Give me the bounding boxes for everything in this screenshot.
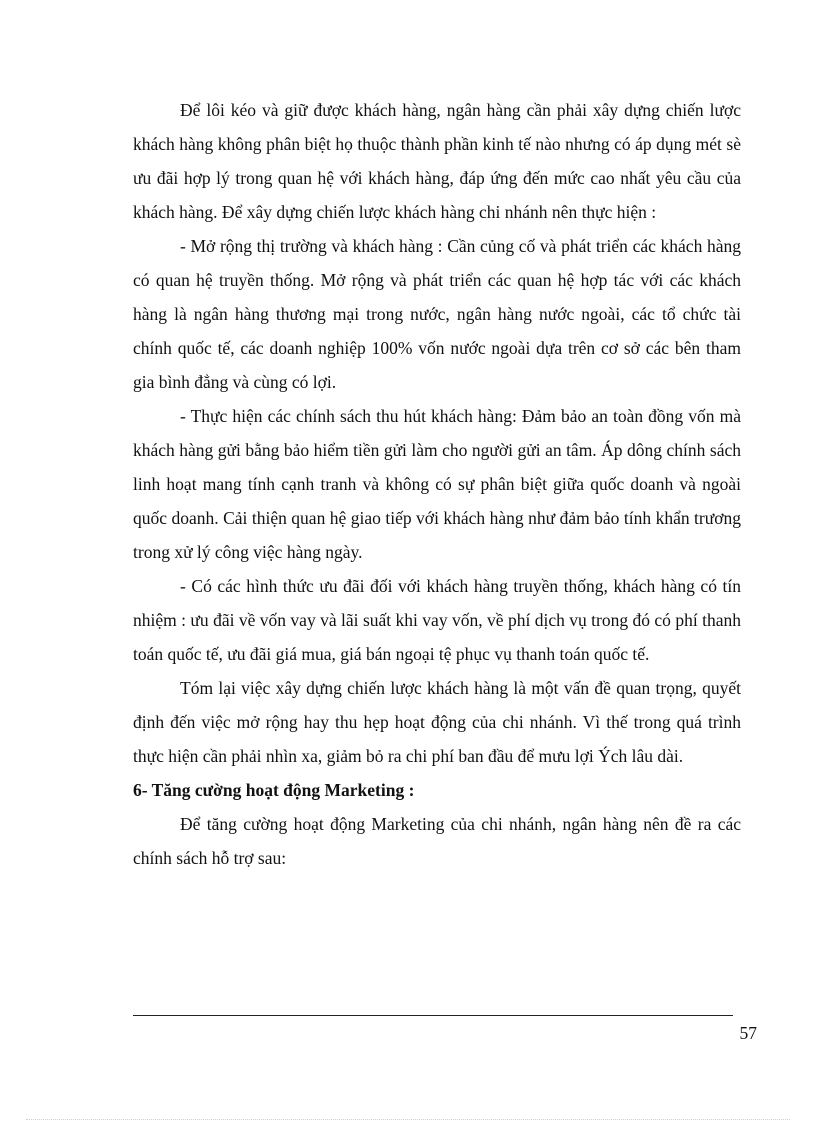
paragraph-conclusion: Tóm lại việc xây dựng chiến lược khách hàng là một vấn đề quan trọng, quyết định đến việc mở rộng hay thu hẹp hoạt động của chi nhánh. Vì thế trong quá trình thực hiện cần phải nhìn xa, giảm bỏ ra chi phí ban đầu để mưu lợi Ých lâu dài. [133, 678, 741, 766]
paragraph-marketing-intro: Để tăng cường hoạt động Marketing của chi nhánh, ngân hàng nên đề ra các chính sách hỗ trợ sau: [133, 814, 741, 868]
page-bottom-dotted-border [26, 1119, 790, 1120]
footer-divider [133, 1015, 733, 1016]
paragraph-market-expansion: - Mở rộng thị trường và khách hàng : Cần củng cố và phát triển các khách hàng có quan hệ truyền thống. Mở rộng và phát triển các quan hệ hợp tác với các khách hàng là ngân hàng thương mại trong nước, ngân hàng nước ngoài, các tổ chức tài chính quốc tế, các doanh nghiệp 100% vốn nước ngoài dựa trên cơ sở các bên tham gia bình đẳng và cùng có lợi. [133, 236, 741, 392]
page-number: 57 [739, 1023, 757, 1043]
section-heading-marketing: 6- Tăng cường hoạt động Marketing : [133, 780, 415, 800]
paragraph-customer-strategy: Để lôi kéo và giữ được khách hàng, ngân hàng cần phải xây dựng chiến lược khách hàng không phân biệt họ thuộc thành phần kinh tế nào nhưng có áp dụng mét sè ưu đãi hợp lý trong quan hệ với khách hàng, đáp ứng đến mức cao nhất yêu cầu của khách hàng. Để xây dựng chiến lược khách hàng chi nhánh nên thực hiện : [133, 100, 741, 222]
page-body [133, 93, 741, 875]
paragraph-preferential-forms: - Có các hình thức ưu đãi đối với khách hàng truyền thống, khách hàng có tín nhiệm : ưu đãi về vốn vay và lãi suất khi vay vốn, về phí dịch vụ trong đó có phí thanh toán quốc tế, ưu đãi giá mua, giá bán ngoại tệ phục vụ thanh toán quốc tế. [133, 576, 741, 664]
paragraph-attraction-policies: - Thực hiện các chính sách thu hút khách hàng: Đảm bảo an toàn đồng vốn mà khách hàng gửi bằng bảo hiểm tiền gửi làm cho người gửi an tâm. Áp dông chính sách linh hoạt mang tính cạnh tranh và không có sự phân biệt giữa quốc doanh và ngoài quốc doanh. Cải thiện quan hệ giao tiếp với khách hàng như đảm bảo tính khẩn trương trong xử lý công việc hàng ngày. [133, 406, 741, 562]
